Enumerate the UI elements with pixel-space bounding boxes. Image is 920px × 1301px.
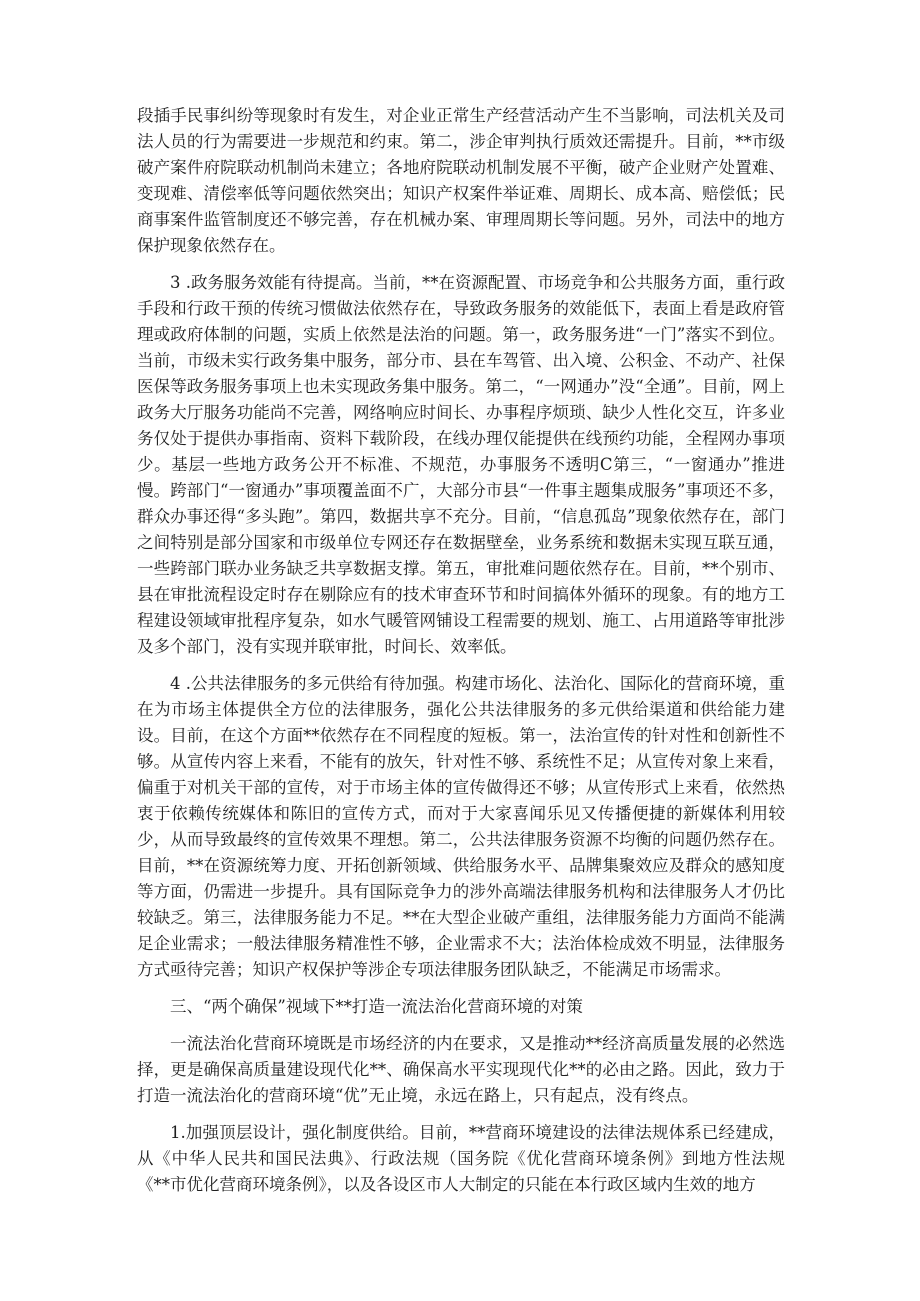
section-heading-countermeasures: 三、“两个确保”视域下**打造一流法治化营商环境的对策: [170, 997, 583, 1016]
paragraph-public-legal-service: 4 .公共法律服务的多元供给有待加强。构建市场化、法治化、国际化的营商环境，重在为市场主体提供全方位的法律服务，强化公共法律服务的多元供给渠道和供给能力建设。目前，在这个方面**依然存在不同程度的短板。第一，法治宣传的针对性和创新性不够。从宣传内容上来看，不能有的放矢，针对性不够、系统性不足；从宣传对象上来看，偏重于对机关干部的宣传，对于市场主体的宣传做得还不够；从宣传形式上来看，依然热衷于依赖传统媒体和陈旧的宣传方式，而对于大家喜闻乐见又传播便捷的新媒体利用较少，从而导致最终的宣传效果不理想。第二，公共法律服务资源不均衡的问题仍然存在。目前，**在资源统筹力度、开拓创新领域、供给服务水平、品牌集聚效应及群众的感知度等方面，仍需进一步提升。具有国际竞争力的涉外高端法律服务机构和法律服务人才仍比较缺乏。第三，法律服务能力不足。**在大型企业破产重组，法律服务能力方面尚不能满足企业需求；一般法律服务精准性不够，企业需求不大；法治体检成效不明显，法律服务方式亟待完善；知识产权保护等涉企专项法律服务团队缺乏，不能满足市场需求。: [137, 674, 785, 979]
paragraph-continuation: 段插手民事纠纷等现象时有发生，对企业正常生产经营活动产生不当影响，司法机关及司法人员的行为需要进一步规范和约束。第二，涉企审判执行质效还需提升。目前，**市级破产案件府院联动机制尚未建立；各地府院联动机制发展不平衡，破产企业财产处置难、变现难、清偿率低等问题依然突出；知识产权案件举证难、周期长、成本高、赔偿低；民商事案件监管制度还不够完善，存在机械办案、审理周期长等问题。另外，司法中的地方保护现象依然存在。: [137, 106, 785, 255]
paragraph-intro-countermeasures: 一流法治化营商环境既是市场经济的内在要求，又是推动**经济高质量发展的必然选择，更是确保高质量建设现代化**、确保高水平实现现代化**的必由之路。因此，致力于打造一流法治化的营商环境“优”无止境，永远在路上，只有起点，没有终点。: [137, 1034, 785, 1105]
paragraph-gov-service-efficiency: 3 .政务服务效能有待提高。当前，**在资源配置、市场竞争和公共服务方面，重行政手段和行政干预的传统习惯做法依然存在，导致政务服务的效能低下，表面上看是政府管理或政府体制的问题，实质上依然是法治的问题。第一，政务服务进“一门”落实不到位。当前，市级未实行政务集中服务，部分市、县在车驾管、出入境、公积金、不动产、社保医保等政务服务事项上也未实现政务集中服务。第二，“一网通办”没“全通”。目前，网上政务大厅服务功能尚不完善，网络响应时间长、办事程序烦琐、缺少人性化交互，许多业务仅处于提供办事指南、资料下载阶段，在线办理仅能提供在线预约功能，全程网办事项少。基层一些地方政务公开不标准、不规范，办事服务不透明C第三，“一窗通办”推进慢。跨部门“一窗通办”事项覆盖面不广，大部分市县“一件事主题集成服务”事项还不多，群众办事还得“多头跑”。第四，数据共享不充分。目前，“信息孤岛”现象依然存在，部门之间特别是部分国家和市级单位专网还存在数据壁垒，业务系统和数据未实现互联互通，一些跨部门联办业务缺乏共享数据支撑。第五，审批难问题依然存在。目前，**个别市、县在审批流程设定时存在剔除应有的技术审查环节和时间搞体外循环的现象。有的地方工程建设领域审批程序复杂，如水气暖管网铺设工程需要的规划、施工、占用道路等审批涉及多个部门，没有实现并联审批，时间长、效率低。: [137, 273, 785, 656]
document-page: [137, 103, 785, 1209]
paragraph-top-level-design: 1.加强顶层设计，强化制度供给。目前，**营商环境建设的法律法规体系已经建成，从《中华人民共和国民法典》、行政法规（国务院《优化营商环境条例》到地方性法规《**市优化营商环境条例》，以及各设区市人大制定的只能在本行政区域内生效的地方: [137, 1123, 785, 1194]
